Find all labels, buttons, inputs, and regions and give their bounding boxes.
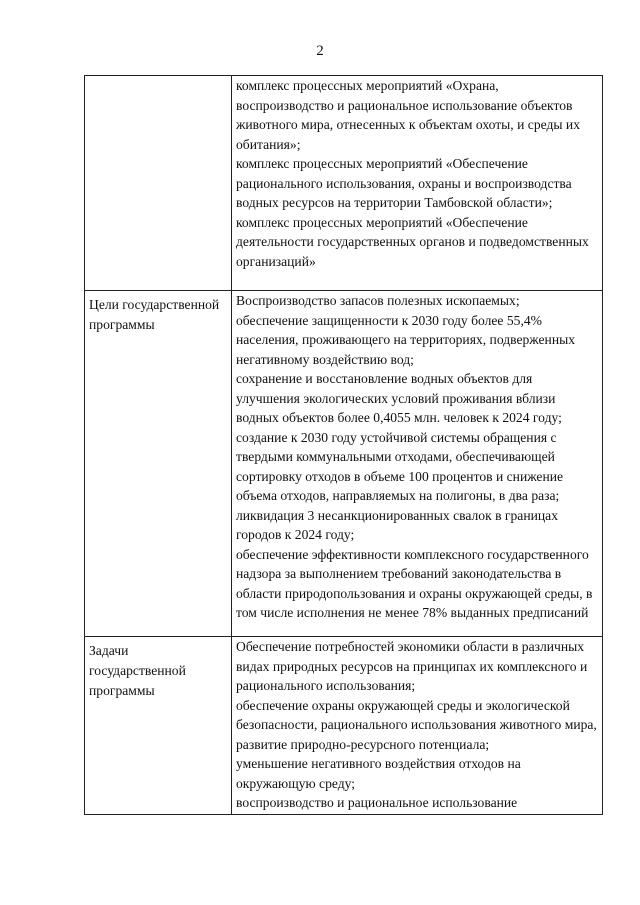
content-item: воспроизводство и рациональное использование <box>236 795 518 810</box>
content-item: уменьшение негативного воздействия отходов на окружающую среду; <box>236 756 521 791</box>
row-label-cell <box>85 637 232 815</box>
row-content <box>232 291 602 623</box>
row-label-cell <box>85 76 232 291</box>
content-item: обеспечение эффективности комплексного государственного надзора за выполнением требований законодательства в области природопользования и охраны окружающей среды, в том числе исполнения не менее 78% выданных предписаний <box>236 546 593 620</box>
content-item: комплекс процессных мероприятий «Обеспечение рационального использования, охраны и воспроизводства водных ресурсов на территории Тамбовской области»; <box>236 156 572 210</box>
content-item: Воспроизводство запасов полезных ископаемых; <box>236 293 520 308</box>
row-content-cell <box>232 76 603 291</box>
table-row <box>85 291 603 637</box>
content-item: комплекс процессных мероприятий «Обеспечение деятельности государственных органов и подведомственных организаций» <box>236 214 589 269</box>
row-content <box>232 76 602 271</box>
row-content-cell <box>232 291 603 637</box>
content-item: комплекс процессных мероприятий «Охрана, воспроизводство и рациональное использование объектов животного мира, отнесенных к объектам охоты, и среды их обитания»; <box>236 78 580 152</box>
row-content-cell <box>232 637 603 815</box>
content-item: обеспечение защищенности к 2030 году более 55,4% населения, проживающего на территориях, подверженных негативному воздействию вод; <box>236 312 576 367</box>
table-row <box>85 637 603 815</box>
program-passport-table <box>84 75 603 815</box>
row-label-cell <box>85 291 232 637</box>
content-item: Обеспечение потребностей экономики области в различных видах природных ресурсов на принципах их комплексного и рационального использования; <box>236 639 588 693</box>
page-number: 2 <box>316 43 324 59</box>
content-item: создание к 2030 году устойчивой системы обращения с твердыми коммунальными отходами, обеспечивающей сортировку отходов в объеме 100 процентов и снижение объема отходов, направляемых на полигоны, в два раза; <box>236 429 564 503</box>
row-label: Задачи государственной программы <box>89 643 186 698</box>
table-row <box>85 76 603 291</box>
content-item: сохранение и восстановление водных объектов для улучшения экологических условий проживания вблизи водных объектов более 0,4055 млн. человек к 2024 году; <box>236 371 562 425</box>
row-content <box>232 637 602 813</box>
row-label <box>85 76 231 80</box>
row-label: Цели государственной программы <box>89 297 220 332</box>
content-item: ликвидация 3 несанкционированных свалок в границах городов к 2024 году; <box>236 507 558 542</box>
content-item: обеспечение охраны окружающей среды и экологической безопасности, рационального использования животного мира, развитие природно-ресурсного потенциала; <box>236 697 597 752</box>
